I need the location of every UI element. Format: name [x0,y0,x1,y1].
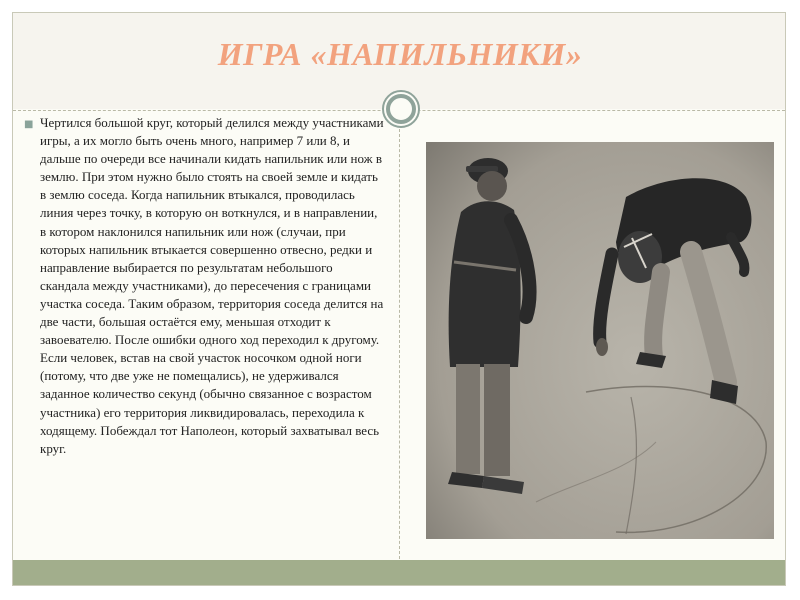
body-text-block [24,114,384,458]
photo-illustration [426,142,774,539]
slide-title: ИГРА «НАПИЛЬНИКИ» [217,36,583,72]
photo-children-playing [426,142,774,539]
footer-bar [13,560,785,585]
column-divider [399,129,400,559]
bullet-icon: ■ [24,119,34,130]
circle-ornament-icon [381,89,421,129]
body-paragraph: Чертился большой круг, который делился между участниками игры, а их могло быть очень много, например 7 или 8, и дальше по очереди все начинали кидать напильник или нож в землю. При этом нужно было стоять на своей земле и кидать в землю соседа. Когда напильник втыкался, проводилась линия через точку, в которую он воткнулся, и в направлении, в котором наклонился напильник или нож (случаи, при которых напильник втыкается совершенно отвесно, редки и направление выбирается по результатам небольшого скандала между участниками), до пересечения с границами участка соседа. Таким образом, территория соседа делится на две части, большая остаётся ему, меньшая отходит к завоевателю. После ошибки одного ход переходил к другому. Если человек, встав на свой участок носочком одной ноги (потому, что две уже не помещались), не удерживался заданное количество секунд (обычно связанное с возрастом участника) его территория ликвидировалась, переходила к ходящему. Побеждал тот Наполеон, который захватывал весь круг. [40,115,384,456]
